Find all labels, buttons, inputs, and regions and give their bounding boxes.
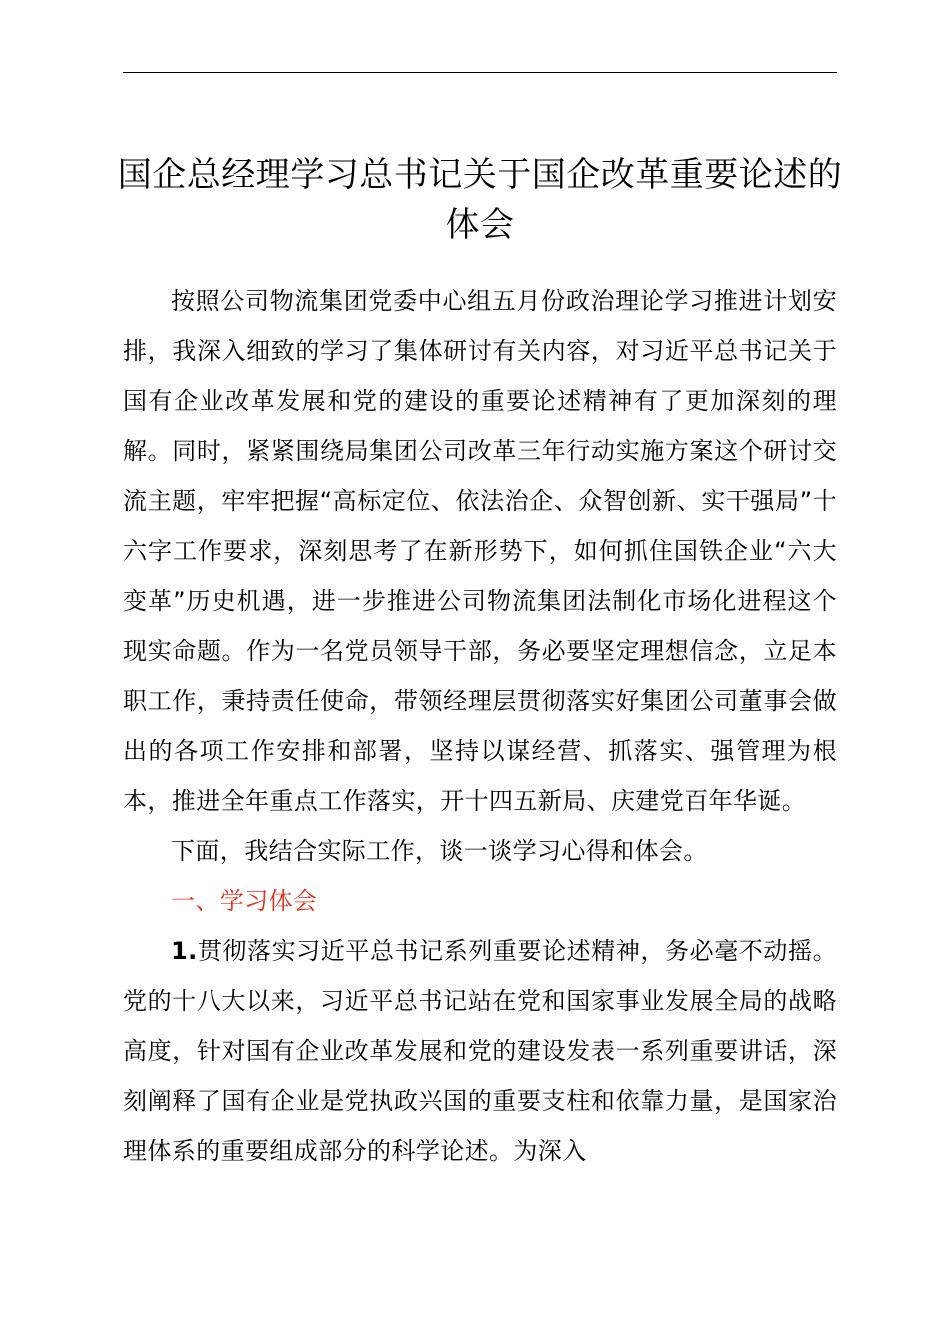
point-1-number: 1. xyxy=(171,937,198,965)
document-title: 国企总经理学习总书记关于国企改革重要论述的体会 xyxy=(117,155,843,245)
transition-paragraph: 下面，我结合实际工作，谈一谈学习心得和体会。 xyxy=(171,837,708,865)
point-1-lead: 贯彻落实习近平总书记系列重要论述精神，务必毫不动摇。 xyxy=(197,937,837,965)
section-heading: 一、学习体会 xyxy=(171,887,318,915)
header-rule xyxy=(123,72,837,73)
intro-paragraph: 按照公司物流集团党委中心组五月份政治理论学习推进计划安排，我深入细致的学习了集体研讨有关内容，对习近平总书记关于国有企业改革发展和党的建设的重要论述精神有了更加深刻的理解。同时，紧紧围绕局集团公司改革三年行动实施方案这个研讨交流主题，牢牢把握“高标定位、依法治企、众智创新、实干强局”十六字工作要求，深刻思考了在新形势下，如何抓住国铁企业“六大变革”历史机遇，进一步推进公司物流集团法制化市场化进程这个现实命题。作为一名党员领导干部，务必要坚定理想信念，立足本职工作，秉持责任使命，带领经理层贯彻落实好集团公司董事会做出的各项工作安排和部署，坚持以谋经营、抓落实、强管理为根本，推进全年重点工作落实，开十四五新局、庆建党百年华诞。 xyxy=(123,287,837,815)
document-body xyxy=(123,276,837,1176)
point-1-paragraph xyxy=(123,926,837,1176)
point-1-text: 党的十八大以来，习近平总书记站在党和国家事业发展全局的战略高度，针对国有企业改革发展和党的建设发表一系列重要讲话，深刻阐释了国有企业是党执政兴国的重要支柱和依靠力量，是国家治理体系的重要组成部分的科学论述。为深入 xyxy=(123,987,837,1165)
